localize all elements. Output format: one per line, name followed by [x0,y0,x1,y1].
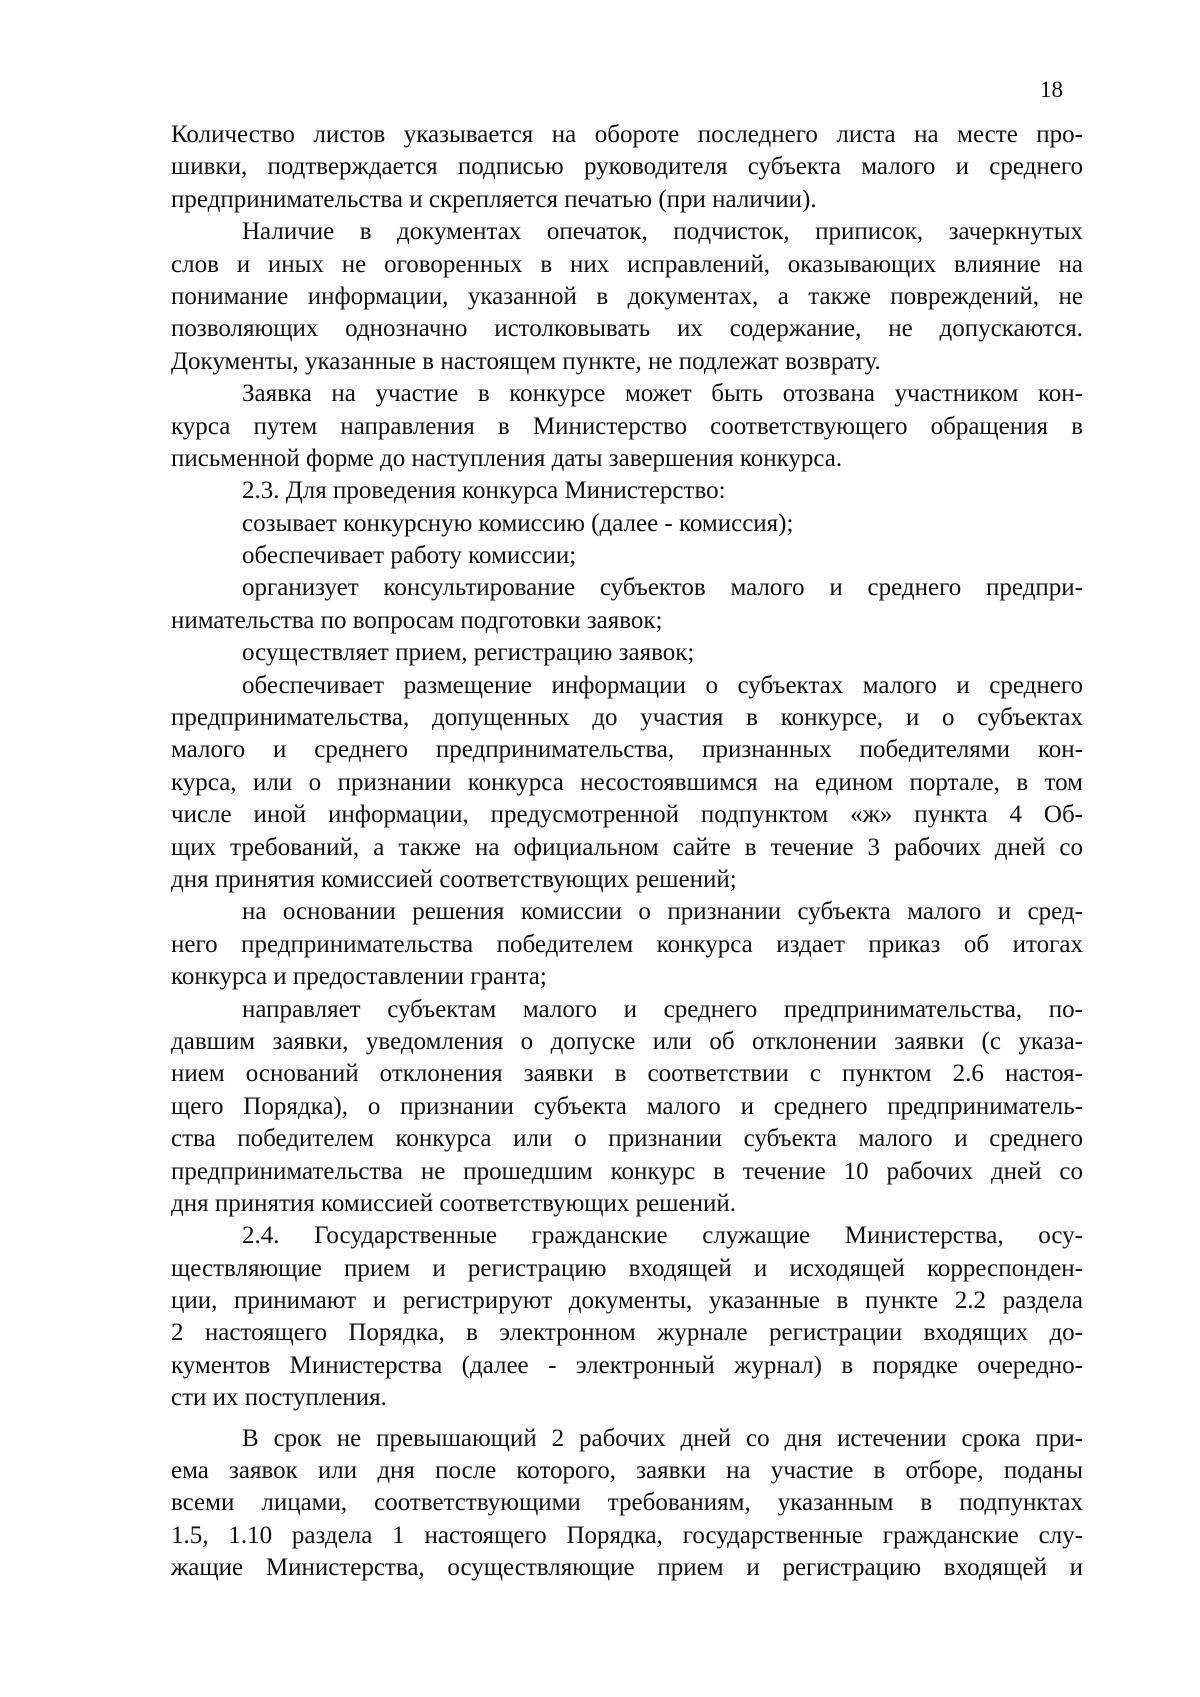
text-line: кументов Министерства (далее - электронный журнал) в порядке очередно- [171,1351,1083,1379]
text-line: письменной форме до наступления даты завершения конкурса. [171,444,843,472]
text-line: обеспечивает размещение информации о субъектах малого и среднего [242,671,1083,699]
text-line: ства победителем конкурса или о признании субъекта малого и среднего [171,1125,1083,1153]
text-line: курса путем направления в Министерство соответствующего обращения в [171,412,1083,440]
text-line: 2.3. Для проведения конкурса Министерство: [242,477,726,505]
text-line: созывает конкурсную комиссию (далее - комиссия); [242,509,794,537]
text-line: Количество листов указывается на обороте последнего листа на месте про- [171,121,1083,148]
text-line: предпринимательства не прошедшим конкурс в течение 10 рабочих дней со [171,1157,1083,1185]
text-line: ществляющие прием и регистрацию входящей и исходящей корреспонден- [171,1254,1083,1282]
text-line: 1.5, 1.10 раздела 1 настоящего Порядка, государственные гражданские слу- [171,1521,1083,1549]
text-line: В срок не превышающий 2 рабочих дней со дня истечении срока при- [242,1424,1083,1452]
text-line: ема заявок или дня после которого, заявки на участие в отборе, поданы [171,1457,1083,1485]
text-line: курса, или о признании конкурса несостоявшимся на едином портале, в том [171,768,1083,796]
text-line: щего Порядка), о признании субъекта малого и среднего предприниматель- [171,1092,1083,1120]
text-line: направляет субъектам малого и среднего предпринимательства, по- [242,995,1083,1023]
text-line: ции, принимают и регистрируют документы, указанные в пункте 2.2 раздела [171,1287,1083,1315]
text-line: 2.4. Государственные гражданские служащие Министерства, осу- [242,1222,1083,1250]
text-line: числе иной информации, предусмотренной подпунктом «ж» пункта 4 Об- [171,801,1083,829]
text-line: Наличие в документах опечаток, подчисток, приписок, зачеркнутых [242,218,1083,246]
text-line: малого и среднего предпринимательства, признанных победителями кон- [171,736,1083,764]
text-line: нием оснований отклонения заявки в соответствии с пунктом 2.6 настоя- [171,1060,1083,1088]
text-line: на основании решения комиссии о признании субъекта малого и сред- [242,898,1083,926]
text-line: нимательства по вопросам подготовки заявок; [171,606,663,634]
text-line: позволяющих однозначно истолковывать их содержание, не допускаются. [171,315,1083,343]
text-line: понимание информации, указанной в документах, а также повреждений, не [171,282,1083,310]
text-line: дня принятия комиссией соответствующих решений. [171,1189,736,1217]
text-line: Документы, указанные в настоящем пункте, не подлежат возврату. [171,347,881,375]
text-line: Заявка на участие в конкурсе может быть отозвана участником кон- [242,380,1083,408]
text-line: щих требований, а также на официальном сайте в течение 3 рабочих дней со [171,833,1083,861]
page-number: 18 [1040,77,1063,102]
text-line: жащие Министерства, осуществляющие прием и регистрацию входящей и [171,1554,1083,1582]
text-line: слов и иных не оговоренных в них исправлений, оказывающих влияние на [171,250,1083,278]
text-line: давшим заявки, уведомления о допуске или об отклонении заявки (с указа- [171,1027,1083,1055]
text-line: конкурса и предоставлении гранта; [171,963,547,991]
text-line: обеспечивает работу комиссии; [242,542,577,570]
text-line: осуществляет прием, регистрацию заявок; [242,639,695,667]
text-line: сти их поступления. [171,1384,387,1412]
paragraph-gap [171,1415,1083,1423]
text-line: него предпринимательства победителем конкурса издает приказ об итогах [171,930,1083,958]
text-line: организует консультирование субъектов малого и среднего предпри- [242,574,1083,602]
text-line: всеми лицами, соответствующими требованиям, указанным в подпунктах [171,1489,1083,1517]
text-line: дня принятия комиссией соответствующих решений; [171,865,737,893]
document-body [171,119,1083,1585]
text-line: 2 настоящего Порядка, в электронном журнале регистрации входящих до- [171,1319,1083,1347]
text-line: предпринимательства, допущенных до участия в конкурсе, и о субъектах [171,704,1083,732]
text-line: шивки, подтверждается подписью руководителя субъекта малого и среднего [171,153,1083,181]
text-line: предпринимательства и скрепляется печатью (при наличии). [171,185,817,213]
